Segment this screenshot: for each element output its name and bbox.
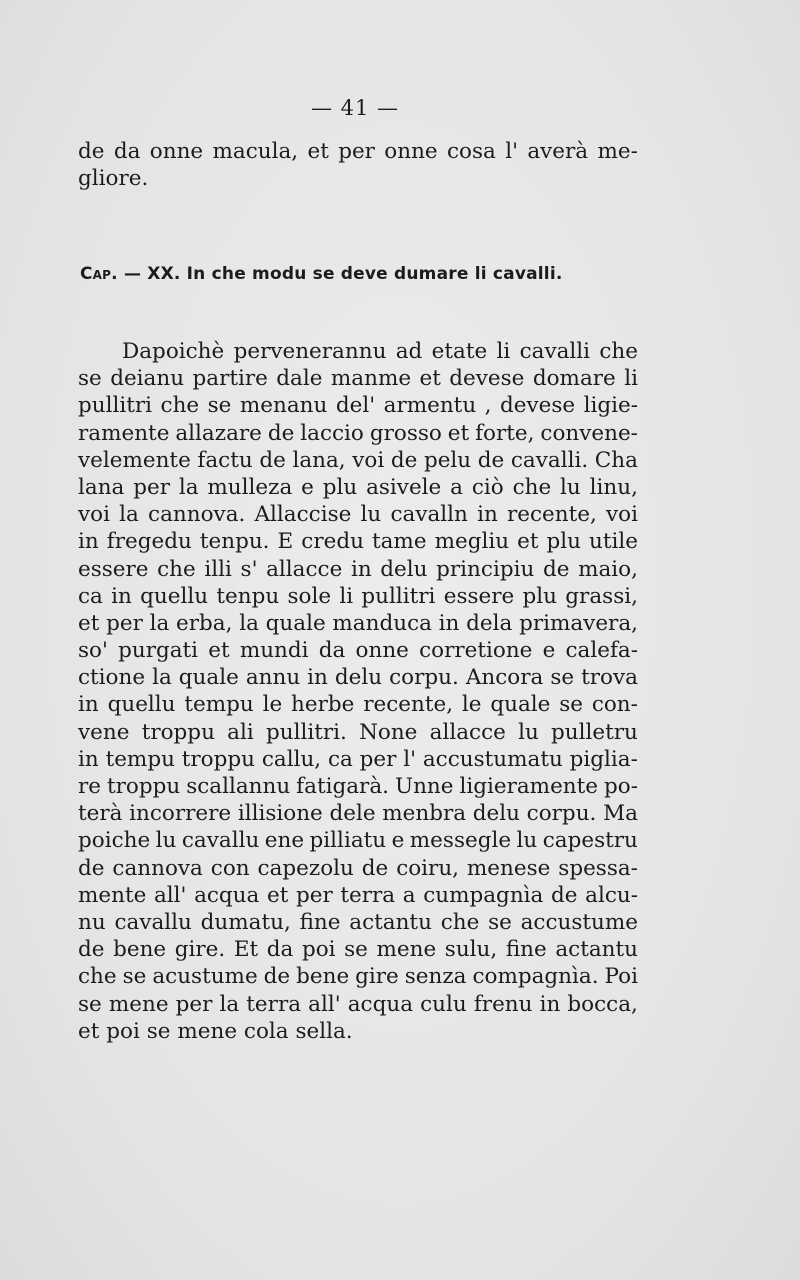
text-line: nu cavallu dumatu, fine actantu che se accustume [78,909,638,935]
text-line: velemente factu de lana, voi de pelu de cavalli. Cha [78,447,638,473]
text-line: se mene per la terra all' acqua culu frenu in bocca, [78,991,638,1017]
text-line: voi la cannova. Allaccise lu cavalln in recente, voi [78,502,638,528]
text-line: essere che illi s' allacce in delu principiu de maio, [78,556,638,582]
text-line: in quellu tempu le herbe recente, le quale se con- [78,692,638,718]
chapter-title: — XX. In che modu se deve dumare li cavalli. [123,264,563,284]
text-line: poiche lu cavallu ene pilliatu e messegle lu capestru [78,828,638,854]
text-line: lana per la mulleza e plu asivele a ciò che lu linu, [78,474,638,500]
text-line: ramente allazare de laccio grosso et forte, convene- [78,420,638,446]
text-line: se deianu partire dale manme et devese domare li [78,366,638,392]
text-line: mente all' acqua et per terra a cumpagnìa de alcu- [78,882,638,908]
text-line: et poi se mene cola sella. [78,1018,353,1044]
chapter-label: Cap. [80,264,118,284]
text-line: et per la erba, la quale manduca in dela primavera, [78,610,638,636]
text-line: de bene gire. Et da poi se mene sulu, fine actantu [78,937,638,963]
text-line: vene troppu ali pullitri. None allacce lu pulletru [78,719,638,745]
chapter-heading [80,264,640,284]
text-line: che se acustume de bene gire senza compagnìa. Poi [78,964,638,990]
text-line: Dapoichè pervenerannu ad etate li cavalli che [122,339,638,364]
text-line: ctione la quale annu in delu corpu. Ancora se trova [78,665,638,691]
text-line: in fregedu tenpu. E credu tame megliu et plu utile [78,529,638,555]
page-number: — 41 — [310,96,400,120]
text-line: ca in quellu tenpu sole li pullitri essere plu grassi, [78,583,638,609]
text-line: terà incorrere illisione dele menbra delu corpu. Ma [78,801,638,827]
chapter-paragraph [78,338,638,1045]
text-line: gliore. [78,166,149,192]
text-line: so' purgati et mundi da onne corretione e calefa- [78,638,638,664]
text-line: re troppu scallannu fatigarà. Unne ligieramente po- [78,774,638,799]
text-line: de da onne macula, et per onne cosa l' averà me- [78,139,638,164]
opening-text [78,138,638,192]
text-line: in tempu troppu callu, ca per l' accustumatu piglia- [78,746,638,772]
text-line: de cannova con capezolu de coiru, menese spessa- [78,855,638,881]
text-line: pullitri che se menanu del' armentu , devese ligie- [78,393,638,419]
